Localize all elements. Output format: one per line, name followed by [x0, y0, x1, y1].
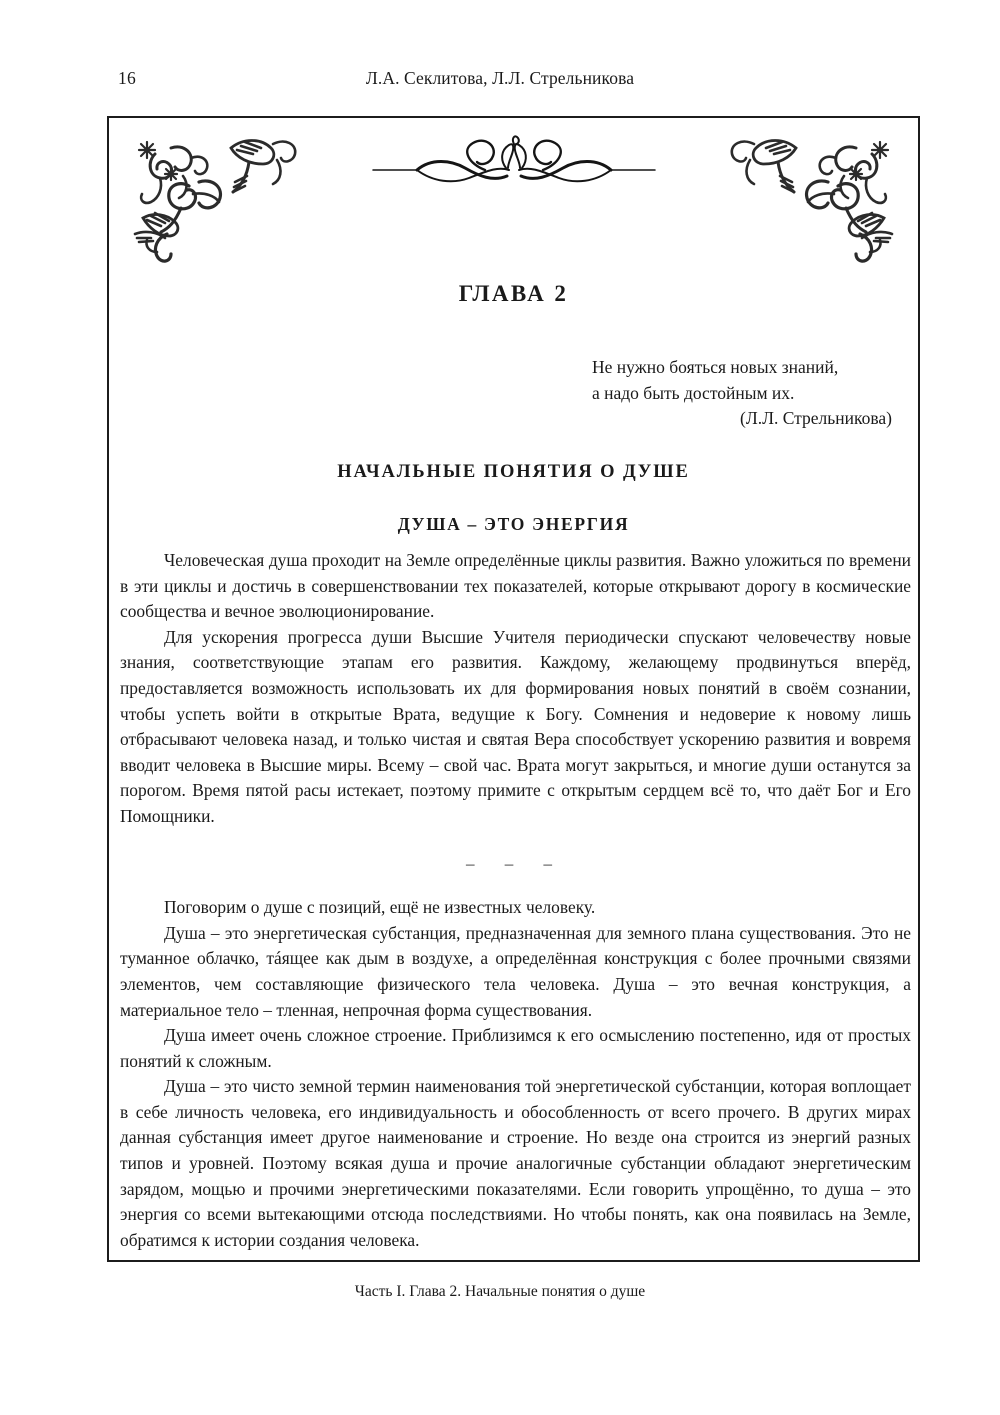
section-heading: НАЧАЛЬНЫЕ ПОНЯТИЯ О ДУШЕ: [337, 462, 690, 482]
floral-corner-ornament-mirrored-icon: [720, 124, 900, 264]
section-divider: – – –: [466, 853, 565, 873]
epigraph: [592, 355, 892, 432]
running-head: [118, 68, 882, 94]
page-number: 16: [118, 68, 136, 88]
subsection-heading: ДУША – ЭТО ЭНЕРГИЯ: [397, 514, 630, 534]
epigraph-attribution: (Л.Л. Стрельникова): [740, 408, 892, 428]
page-footer: Часть I. Глава 2. Начальные понятия о душе: [354, 1283, 646, 1300]
body-text: [120, 548, 911, 1253]
chapter-title: ГЛАВА 2: [458, 281, 569, 306]
paragraph: Человеческая душа проходит на Земле определённые циклы развития. Важно уложиться по времени в эти циклы и достичь в совершенствовании тех показателей, которые открывают дорогу в космические сообщества и вечное эволюционирование.: [120, 550, 911, 622]
paragraph: Для ускорения прогресса души Высшие Учителя периодически спускают человечеству новые знания, соответствующие этапам его развития. Каждому, желающему продвинуться вперёд, предоставляется возможность использовать их для формирования новых понятий в своём сознании, чтобы успеть войти в открытые Врата, ведущие к Богу. Сомнения и недоверие к новому лишь отбрасывают человека назад, и только чистая и святая Вера способствует ускорению развития и вовремя вводит человека в Высшие миры. Всему – свой час. Врата могут закрыться, и многие души останутся за порогом. Время пятой расы истекает, поэтому примите с открытым сердцем всё то, что даёт Бог и Его Помощники.: [120, 626, 911, 826]
paragraph: Душа – это энергетическая субстанция, предназначенная для земного плана существования. Это не туманное облачко, тáящее как дым в воздухе, а определённая конструкция с более прочными связями элементов, чем составляющие физического тела человека. Душа – это вечная конструкция, а материальное тело – тленная, непрочная форма существования.: [120, 922, 911, 1020]
content-frame: [107, 116, 920, 1262]
paragraph: Поговорим о душе с позиций, ещё не известных человеку.: [164, 897, 596, 918]
author-names: Л.А. Секлитова, Л.Л. Стрельникова: [365, 68, 635, 88]
epigraph-line-2: а надо быть достойным их.: [592, 382, 795, 403]
paragraph: Душа имеет очень сложное строение. Приблизимся к его осмыслению постепенно, идя от простых понятий к сложным.: [120, 1025, 911, 1071]
paragraph: Душа – это чисто земной термин наименования той энергетической субстанции, которая воплощает в себе личность человека, его индивидуальность и обособленность от всего прочего. В других мирах данная субстанция имеет другое наименование и строение. Но везде она строится из энергий разных типов и уровней. Поэтому всякая душа и прочие аналогичные субстанции обладают энергетическим зарядом, мощью и прочими энергетическими показателями. Если говорить упрощённо, то душа – это энергия со всеми вытекающими отсюда последствиями. Но чтобы понять, как она появилась на Земле, обратимся к истории создания человека.: [120, 1076, 911, 1250]
epigraph-line-1: Не нужно бояться новых знаний,: [592, 357, 839, 377]
calligraphic-flourish-ornament-icon: [369, 132, 659, 206]
floral-corner-ornament-icon: [127, 124, 307, 264]
